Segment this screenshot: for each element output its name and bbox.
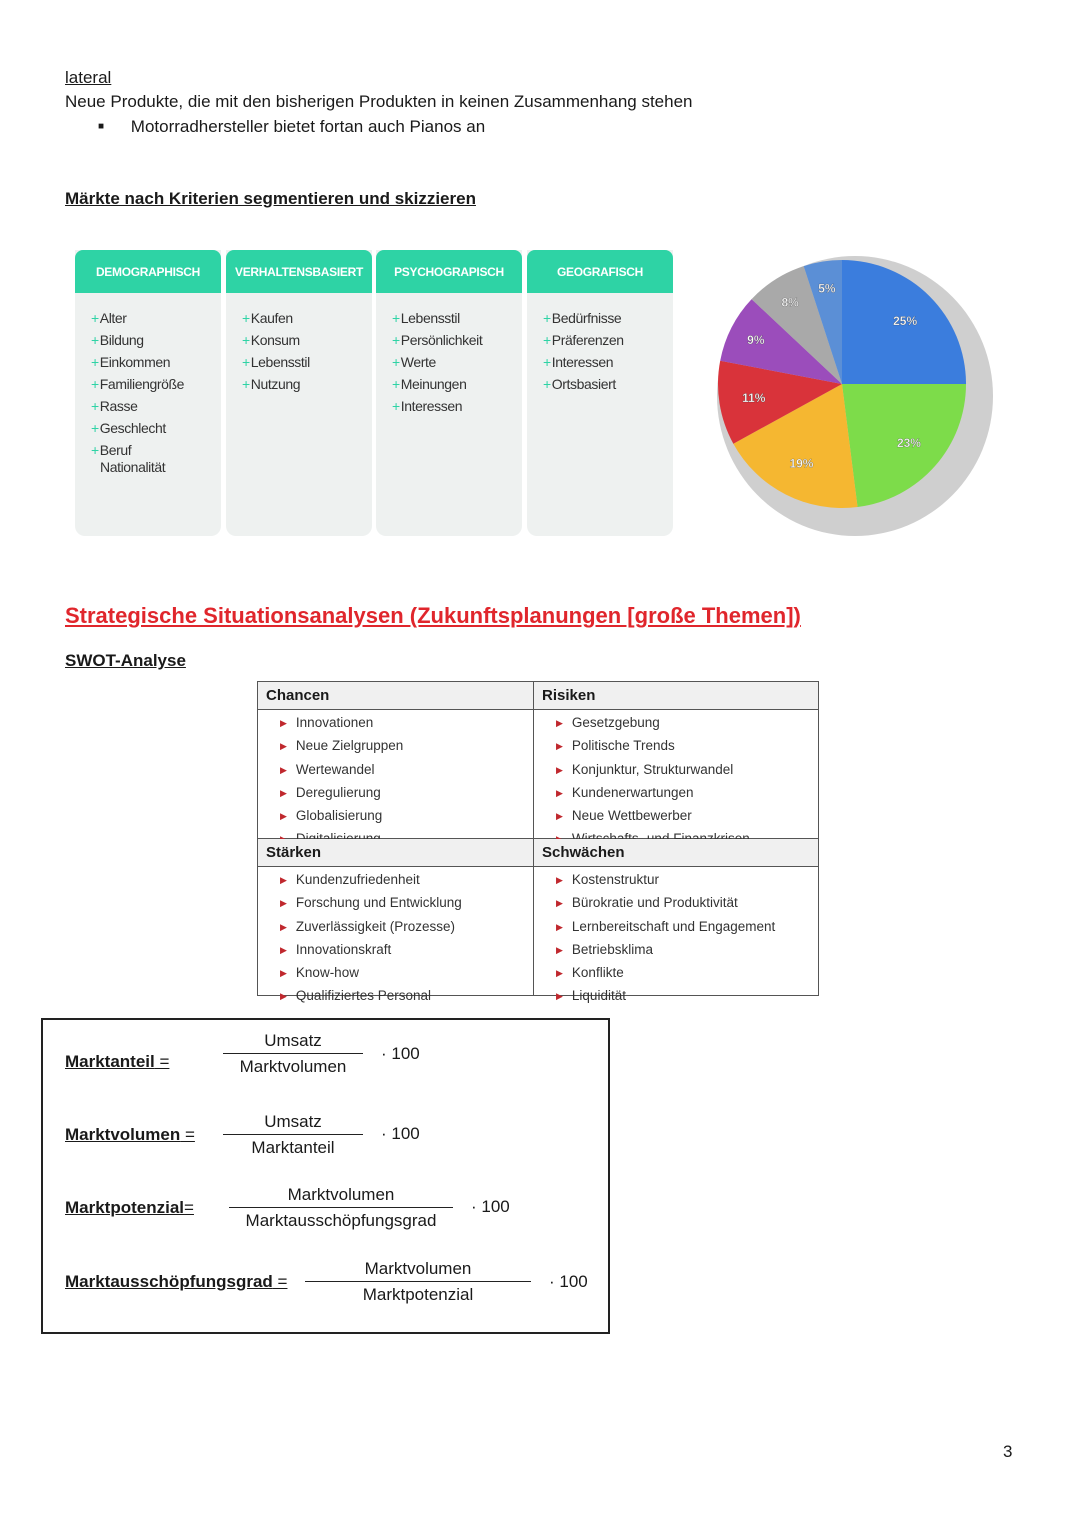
list-item: + Werte xyxy=(392,351,522,373)
square-bullet-icon: ■ xyxy=(98,121,105,132)
list-item: ▶ Konflikte xyxy=(556,962,818,985)
segment-header: GEOGRAFISCH xyxy=(527,250,673,293)
swot-header: Schwächen xyxy=(534,839,818,867)
list-item: ▶ Globalisierung xyxy=(280,805,533,828)
segment-list xyxy=(527,293,673,395)
formula-factor: · 100 xyxy=(471,1197,510,1216)
swot-header: Stärken xyxy=(258,839,533,867)
formula-fraction-marktvolumen xyxy=(223,1112,363,1158)
swot-list xyxy=(258,867,533,1009)
list-item: + Bedürfnisse xyxy=(543,307,673,329)
list-item: ▶ Qualifiziertes Personal xyxy=(280,985,533,1008)
formula-numerator: Umsatz xyxy=(223,1112,363,1135)
list-item: + Konsum xyxy=(242,329,372,351)
list-item: ▶ Politische Trends xyxy=(556,735,818,758)
list-item: + Persönlichkeit xyxy=(392,329,522,351)
segment-list xyxy=(75,293,221,478)
swot-schwaechen xyxy=(534,839,818,1004)
list-item: ▶ Kundenzufriedenheit xyxy=(280,869,533,892)
list-item: ▶ Deregulierung xyxy=(280,782,533,805)
list-item: ▶ Liquidität xyxy=(556,985,818,1008)
segment-list xyxy=(376,293,522,417)
formula-fraction-marktpotenzial xyxy=(229,1185,453,1231)
list-item: ▶ Kostenstruktur xyxy=(556,869,818,892)
formula-factor: · 100 xyxy=(381,1044,420,1063)
list-item: ▶ Neue Zielgruppen xyxy=(280,735,533,758)
segment-section-title: Märkte nach Kriterien segmentieren und skizzieren xyxy=(65,189,476,208)
pie-slices xyxy=(718,260,966,508)
list-item: + Lebensstil xyxy=(242,351,372,373)
lateral-heading: lateral xyxy=(65,68,112,87)
segment-header: DEMOGRAPHISCH xyxy=(75,250,221,293)
list-item: ▶ Gesetzgebung xyxy=(556,712,818,735)
list-item: + Präferenzen xyxy=(543,329,673,351)
list-item: ▶ Wertewandel xyxy=(280,759,533,782)
swot-chancen xyxy=(258,682,534,839)
formula-denominator: Marktausschöpfungsgrad xyxy=(245,1211,437,1230)
segment-header: PSYCHOGRAPISCH xyxy=(376,250,522,293)
list-item: Nationalität xyxy=(100,459,166,475)
formula-fraction-marktausschoepfungsgrad xyxy=(305,1259,531,1305)
list-item: + Bildung xyxy=(91,329,221,351)
list-item: ▶ Bürokratie und Produktivität xyxy=(556,892,818,915)
market-share-pie-chart xyxy=(712,244,1002,540)
formula-numerator: Marktvolumen xyxy=(305,1259,531,1282)
pie-slice-label: 19% xyxy=(789,456,814,471)
formula-denominator: Marktpotenzial xyxy=(362,1285,474,1304)
list-item: + Ortsbasiert xyxy=(543,373,673,395)
list-item: + Interessen xyxy=(543,351,673,373)
formula-factor: · 100 xyxy=(381,1124,420,1143)
formula-factor: · 100 xyxy=(549,1272,588,1291)
list-item: + Beruf xyxy=(91,439,221,461)
list-item: ▶ Innovationskraft xyxy=(280,939,533,962)
swot-table xyxy=(257,681,819,1004)
list-item: + Alter xyxy=(91,307,221,329)
pie-slice-label: 9% xyxy=(747,333,765,348)
list-item: + Geschlecht xyxy=(91,417,221,439)
page-number: 3 xyxy=(1003,1442,1013,1461)
swot-title: SWOT-Analyse xyxy=(65,651,186,670)
lateral-description: Neue Produkte, die mit den bisherigen Produkten in keinen Zusammenhang stehen xyxy=(65,92,693,111)
list-item: + Nutzung xyxy=(242,373,372,395)
list-item: ▶ Kundenerwartungen xyxy=(556,782,818,805)
segment-header: VERHALTENSBASIERT xyxy=(226,250,372,293)
list-item: ▶ Know-how xyxy=(280,962,533,985)
segment-column-verhaltensbasiert xyxy=(226,250,372,536)
list-item: + Kaufen xyxy=(242,307,372,329)
segment-column-demographisch xyxy=(75,250,221,536)
formula-denominator: Marktvolumen xyxy=(239,1057,347,1076)
segment-column-psychograpisch xyxy=(376,250,522,536)
list-item: ▶ Neue Wettbewerber xyxy=(556,805,818,828)
swot-list xyxy=(534,710,818,852)
list-item: ▶ Lernbereitschaft und Engagement xyxy=(556,916,818,939)
list-item: ▶ Betriebsklima xyxy=(556,939,818,962)
list-item: + Rasse xyxy=(91,395,221,417)
list-item: ▶ Innovationen xyxy=(280,712,533,735)
segment-column-geografisch xyxy=(527,250,673,536)
list-item: ▶ Forschung und Entwicklung xyxy=(280,892,533,915)
pie-slice-label: 23% xyxy=(896,436,921,451)
swot-staerken xyxy=(258,839,534,1004)
formula-label-marktvolumen: Marktvolumen = xyxy=(65,1125,195,1144)
formula-numerator: Marktvolumen xyxy=(229,1185,453,1208)
list-item: ▶ Konjunktur, Strukturwandel xyxy=(556,759,818,782)
lateral-bullet-text: Motorradhersteller bietet fortan auch Pianos an xyxy=(130,117,486,136)
formula-fraction-marktanteil xyxy=(223,1031,363,1077)
pie-slice-label: 8% xyxy=(781,295,799,310)
list-item: + Einkommen xyxy=(91,351,221,373)
list-item: + Familiengröße xyxy=(91,373,221,395)
swot-header: Chancen xyxy=(258,682,533,710)
list-item: + Meinungen xyxy=(392,373,522,395)
list-item: + Lebensstil xyxy=(392,307,522,329)
segment-list xyxy=(226,293,372,395)
formula-label-marktausschoepfungsgrad: Marktausschöpfungsgrad = xyxy=(65,1272,288,1291)
swot-risiken xyxy=(534,682,818,839)
lateral-bullet xyxy=(98,117,485,137)
strategic-title: Strategische Situationsanalysen (Zukunftsplanungen [große Themen]) xyxy=(65,603,801,628)
list-item: ▶ Zuverlässigkeit (Prozesse) xyxy=(280,916,533,939)
swot-header: Risiken xyxy=(534,682,818,710)
formula-box xyxy=(41,1018,610,1334)
formula-numerator: Umsatz xyxy=(223,1031,363,1054)
formula-label-marktpotenzial: Marktpotenzial= xyxy=(65,1198,194,1217)
formula-denominator: Marktanteil xyxy=(251,1138,335,1157)
list-item: + Interessen xyxy=(392,395,522,417)
pie-slice-label: 11% xyxy=(742,390,766,405)
pie-slice-label: 5% xyxy=(818,281,836,296)
pie-slice-label: 25% xyxy=(893,313,918,328)
swot-list xyxy=(258,710,533,852)
formula-label-marktanteil: Marktanteil = xyxy=(65,1052,170,1071)
swot-list xyxy=(534,867,818,1009)
